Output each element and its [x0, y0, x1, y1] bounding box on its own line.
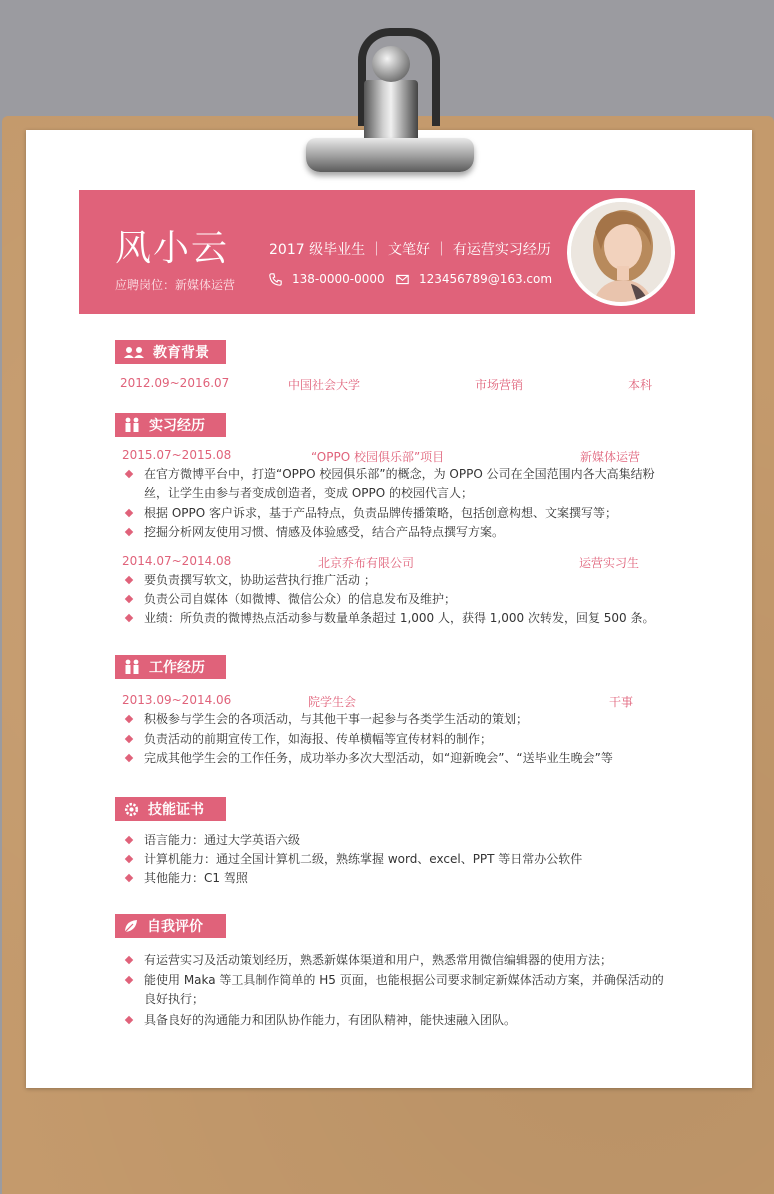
list-item: 在官方微博平台中，打造“OPPO 校园俱乐部”的概念，为 OPPO 公司在全国范围内各大高集结粉丝，让学生由参与者变成创造者，变成 OPPO 的校园代言人；: [126, 465, 672, 503]
education-degree: 本科: [628, 378, 653, 392]
section-work: [115, 655, 226, 679]
section-internship-title: 实习经历: [149, 418, 205, 434]
phone-icon: [269, 273, 282, 286]
binder-clip-base: [306, 138, 474, 172]
job-2-role: 运营实习生: [579, 556, 640, 570]
section-education-title: 教育背景: [153, 345, 209, 361]
binder-clip-knob: [372, 46, 410, 82]
section-self-evaluation: [115, 914, 226, 938]
list-item: 语言能力：通过大学英语六级: [126, 831, 672, 850]
work-date: 2013.09~2014.06: [122, 693, 232, 707]
education-school: 中国社会大学: [288, 378, 361, 392]
education-major: 市场营销: [475, 378, 524, 392]
job-2-date: 2014.07~2014.08: [122, 554, 232, 568]
tagline: 2017 级毕业生 ｜ 文笔好 ｜ 有运营实习经历: [269, 242, 551, 258]
section-skills-title: 技能证书: [148, 802, 204, 818]
job-1-date: 2015.07~2015.08: [122, 448, 232, 462]
list-item: 负责活动的前期宣传工作，如海报、传单横幅等宣传材料的制作；: [126, 730, 672, 749]
avatar-photo: [571, 202, 671, 302]
list-item: 要负责撰写软文，协助运营执行推广活动 ；: [126, 571, 672, 590]
list-item: 挖掘分析网友使用习惯、情感及体验感受，结合产品特点撰写方案。: [126, 523, 672, 542]
leaf-icon: [123, 918, 139, 934]
work-role: 干事: [609, 695, 634, 709]
graduation-icon: [123, 345, 145, 359]
education-date: 2012.09~2016.07: [120, 376, 230, 390]
applied-position: 应聘岗位：新媒体运营: [115, 278, 236, 292]
list-item: 业绩：所负责的微博热点活动参与数量单条超过 1,000 人，获得 1,000 次转发，回复 500 条。: [126, 609, 672, 628]
phone-number: 138-0000-0000: [292, 272, 385, 286]
avatar: [567, 198, 675, 306]
work-org: 院学生会: [308, 695, 357, 709]
email-address: 123456789@163.com: [419, 272, 553, 286]
job-2-org: 北京乔布有限公司: [318, 556, 415, 570]
section-skills: [115, 797, 226, 821]
section-work-title: 工作经历: [149, 660, 205, 676]
list-item: 根据 OPPO 客户诉求，基于产品特点，负责品牌传播策略，包括创意构想、文案撰写等；: [126, 504, 672, 523]
section-education: [115, 340, 226, 364]
list-item: 其他能力：C1 驾照: [126, 869, 672, 888]
mail-icon: [396, 274, 409, 285]
list-item: 能使用 Maka 等工具制作简单的 H5 页面，也能根据公司要求制定新媒体活动方案，并确保活动的良好执行；: [126, 971, 672, 1009]
people-icon: [123, 417, 141, 433]
list-item: 积极参与学生会的各项活动，与其他干事一起参与各类学生活动的策划；: [126, 710, 672, 729]
section-self-title: 自我评价: [147, 919, 203, 935]
list-item: 有运营实习及活动策划经历，熟悉新媒体渠道和用户，熟悉常用微信编辑器的使用方法；: [126, 951, 672, 970]
people-icon: [123, 659, 141, 675]
list-item: 具备良好的沟通能力和团队协作能力，有团队精神，能快速融入团队。: [126, 1011, 672, 1030]
list-item: 完成其他学生会的工作任务，成功举办多次大型活动，如“迎新晚会”、“送毕业生晚会”等: [126, 749, 672, 768]
binder-clip-body: [364, 80, 418, 142]
candidate-name: 风小云: [115, 228, 230, 269]
job-1-role: 新媒体运营: [580, 450, 641, 464]
job-1-org: “OPPO 校园俱乐部”项目: [311, 450, 445, 464]
list-item: 负责公司自媒体（如微博、微信公众）的信息发布及维护；: [126, 590, 672, 609]
gear-icon: [123, 801, 140, 818]
phone-contact: [269, 272, 385, 286]
list-item: 计算机能力：通过全国计算机二级，熟练掌握 word、excel、PPT 等日常办公软件: [126, 850, 672, 869]
header-banner: [79, 190, 695, 314]
section-internship: [115, 413, 226, 437]
email-contact: [396, 272, 552, 286]
